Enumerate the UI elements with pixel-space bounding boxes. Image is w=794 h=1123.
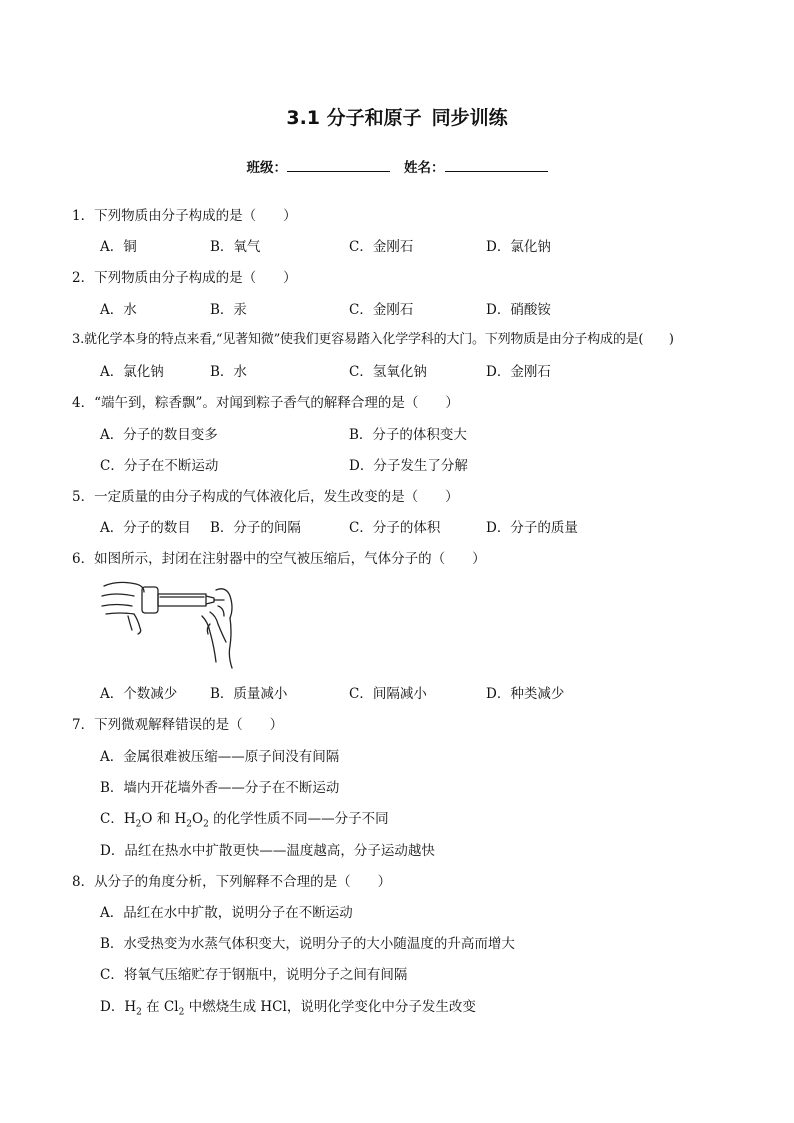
- question-5-option-d[interactable]: D．分子的质量: [486, 520, 578, 536]
- question-3-option-d[interactable]: D．金刚石: [486, 364, 551, 380]
- question-3-stem: 3.就化学本身的特点来看,“见著知微”使我们更容易踏入化学学科的大门。下列物质是由分子构成的是( ): [72, 332, 674, 347]
- question-2-option-d[interactable]: D．硝酸铵: [486, 302, 551, 318]
- class-blank[interactable]: [287, 159, 390, 172]
- question-8-option-c[interactable]: C．将氧气压缩贮存于钢瓶中，说明分子之间有间隔: [100, 967, 408, 983]
- question-4-option-a[interactable]: A．分子的数目变多: [100, 427, 218, 443]
- question-4-option-d[interactable]: D．分子发生了分解: [349, 458, 468, 474]
- question-5-option-a[interactable]: A．分子的数目: [100, 520, 191, 536]
- title-sub: 同步训练: [431, 107, 508, 129]
- question-8-option-d[interactable]: D．$H_2$ 在 $Cl_2$ 中燃烧生成 HCl，说明化学变化中分子发生改变: [100, 999, 476, 1018]
- question-7-stem: 7．下列微观解释错误的是（ ）: [72, 717, 284, 733]
- student-info: [0, 156, 794, 176]
- question-2-option-a[interactable]: A．水: [100, 302, 137, 318]
- class-label: 班级：: [246, 160, 287, 176]
- question-8-option-a[interactable]: A．品红在水中扩散，说明分子在不断运动: [100, 905, 353, 921]
- name-label: 姓名：: [404, 160, 445, 176]
- question-6-stem: 6．如图所示，封闭在注射器中的空气被压缩后，气体分子的（ ）: [72, 551, 486, 567]
- question-5-stem: 5．一定质量的由分子构成的气体液化后，发生改变的是（ ）: [72, 489, 459, 505]
- question-5-option-c[interactable]: C．分子的体积: [349, 520, 441, 536]
- question-6-option-a[interactable]: A．个数减少: [100, 686, 178, 702]
- question-7-option-c[interactable]: C．$H_2O$ 和 $H_2O_2$ 的化学性质不同——分子不同: [100, 811, 389, 830]
- question-3-option-c[interactable]: C．氢氧化钠: [349, 364, 427, 380]
- question-3-option-b[interactable]: B．水: [210, 364, 247, 380]
- title-main: 3.1 分子和原子: [286, 107, 422, 129]
- question-8-stem: 8．从分子的角度分析，下列解释不合理的是（ ）: [72, 874, 392, 890]
- question-2-option-c[interactable]: C．金刚石: [349, 302, 414, 318]
- question-1-option-a[interactable]: A．铜: [100, 239, 137, 255]
- question-1-option-b[interactable]: B．氧气: [210, 239, 261, 255]
- question-4-stem: 4．“端午到，粽香飘”。对闻到粽子香气的解释合理的是（ ）: [72, 395, 459, 411]
- question-7-option-b[interactable]: B．墙内开花墙外香——分子在不断运动: [100, 780, 340, 796]
- question-2-option-b[interactable]: B．汞: [210, 302, 247, 318]
- question-1-option-d[interactable]: D．氯化钠: [486, 239, 551, 255]
- syringe-figure: [98, 572, 248, 672]
- question-2-stem: 2．下列物质由分子构成的是（ ）: [72, 270, 297, 286]
- question-5-option-b[interactable]: B．分子的间隔: [210, 520, 301, 536]
- question-7-option-a[interactable]: A．金属很难被压缩——原子间没有间隔: [100, 749, 340, 765]
- question-8-option-b[interactable]: B．水受热变为水蒸气体积变大，说明分子的大小随温度的升高而增大: [100, 936, 515, 952]
- question-1-option-c[interactable]: C．金刚石: [349, 239, 414, 255]
- question-3-option-a[interactable]: A．氯化钠: [100, 364, 164, 380]
- question-7-option-d[interactable]: D．品红在热水中扩散更快——温度越高，分子运动越快: [100, 843, 435, 859]
- page-title: [0, 103, 794, 130]
- question-6-option-c[interactable]: C．间隔减小: [349, 686, 427, 702]
- question-4-option-c[interactable]: C．分子在不断运动: [100, 458, 219, 474]
- question-6-option-d[interactable]: D．种类减少: [486, 686, 565, 702]
- question-4-option-b[interactable]: B．分子的体积变大: [349, 427, 467, 443]
- question-1-stem: 1．下列物质由分子构成的是（ ）: [72, 208, 297, 224]
- question-6-option-b[interactable]: B．质量减小: [210, 686, 288, 702]
- name-blank[interactable]: [445, 159, 548, 172]
